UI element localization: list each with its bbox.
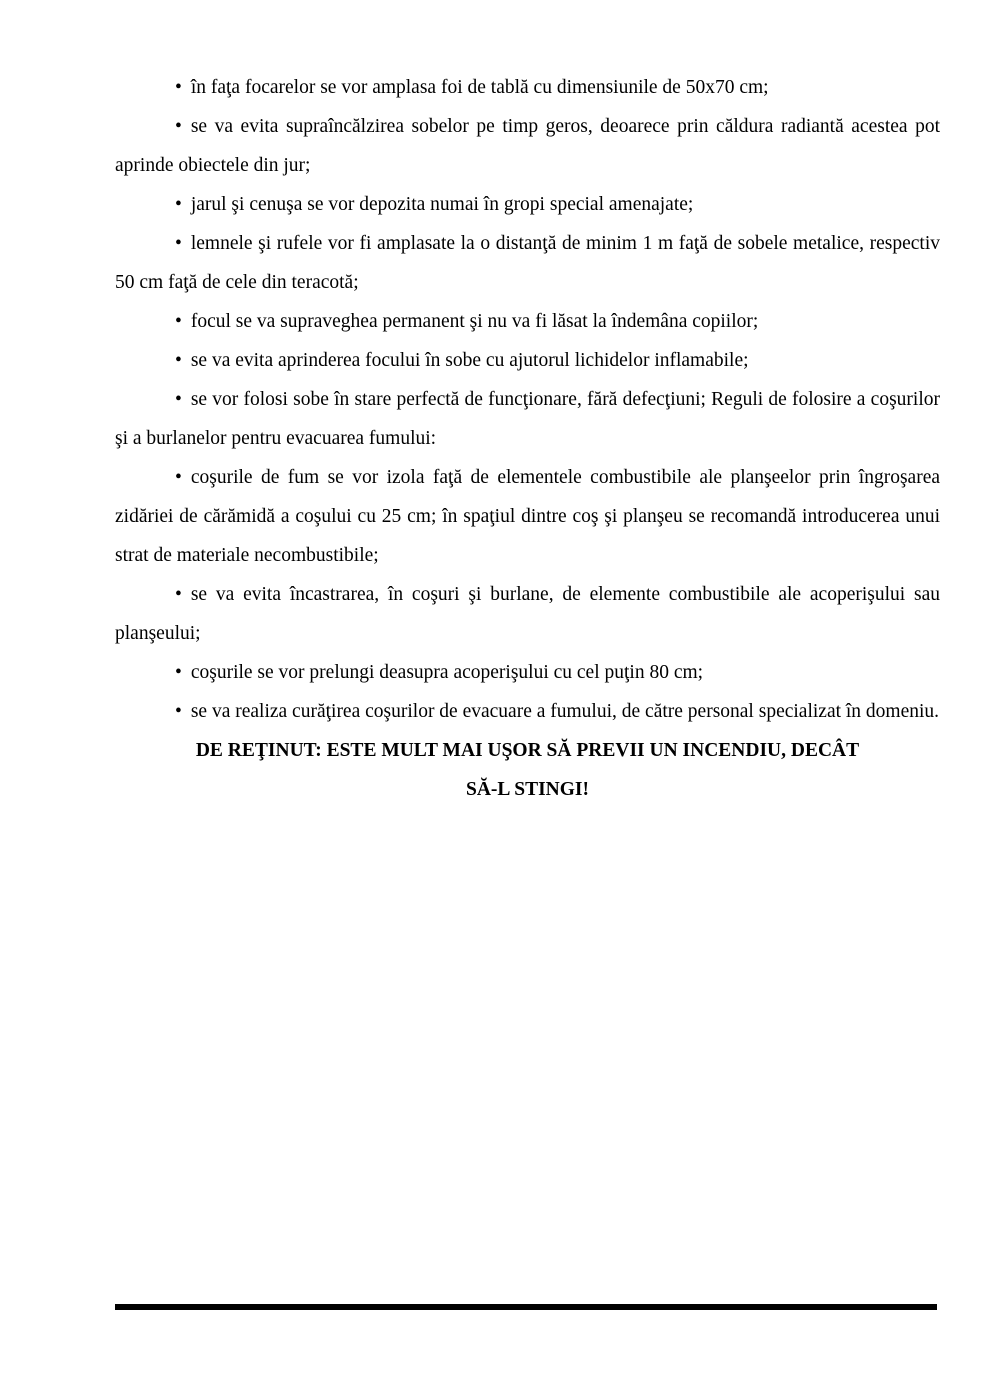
bullet-item-6 xyxy=(115,341,940,380)
footer-rule xyxy=(115,1304,937,1310)
bullet-icon: • xyxy=(175,662,182,683)
bullet-icon: • xyxy=(175,233,182,254)
bullet-text-6: se va evita aprinderea focului în sobe cu ajutorul lichidelor inflamabile; xyxy=(190,350,749,371)
bullet-icon: • xyxy=(175,584,182,605)
bullet-icon: • xyxy=(175,350,182,371)
bullet-text-2: se va evita supraîncălzirea sobelor pe timp geros, deoarece prin căldura radiantă acestea pot aprinde obiectele din jur; xyxy=(115,116,940,176)
bullet-text-1: în faţa focarelor se vor amplasa foi de tablă cu dimensiunile de 50x70 cm; xyxy=(190,77,769,98)
bullet-item-1 xyxy=(115,68,940,107)
bullet-item-2 xyxy=(115,107,940,185)
bullet-text-10: coşurile se vor prelungi deasupra acoperişului cu cel puţin 80 cm; xyxy=(190,662,704,683)
bullet-icon: • xyxy=(175,311,182,332)
bullet-item-7 xyxy=(115,380,940,458)
bullet-item-5 xyxy=(115,302,940,341)
bullet-icon: • xyxy=(175,389,182,410)
bullet-icon: • xyxy=(175,467,182,488)
bullet-icon: • xyxy=(175,701,182,722)
document-heading-line-1: DE REŢINUT: ESTE MULT MAI UŞOR SĂ PREVII UN INCENDIU, DECÂT xyxy=(195,740,860,761)
bullet-text-4: lemnele şi rufele vor fi amplasate la o distanţă de minim 1 m faţă de sobele metalice, respectiv 50 cm faţă de cele din teracotă; xyxy=(115,233,940,293)
bullet-text-5: focul se va supraveghea permanent şi nu va fi lăsat la îndemâna copiilor; xyxy=(190,311,759,332)
bullet-item-8 xyxy=(115,458,940,575)
bullet-item-3 xyxy=(115,185,940,224)
bullet-item-9 xyxy=(115,575,940,653)
bullet-item-11 xyxy=(115,692,940,731)
bullet-icon: • xyxy=(175,77,182,98)
bullet-text-8: coşurile de fum se vor izola faţă de elementele combustibile ale planşeelor prin îngroşarea zidăriei de cărămidă a coşului cu 25 cm; în spaţiul dintre coş şi planşeu se recomandă introducerea unui strat de materiale necombustibile; xyxy=(115,467,940,566)
bullet-text-3: jarul şi cenuşa se vor depozita numai în gropi special amenajate; xyxy=(190,194,694,215)
bullet-text-11: se va realiza curăţirea coşurilor de evacuare a fumului, de către personal specializat în domeniu. xyxy=(190,701,940,722)
document-heading-line-2: SĂ-L STINGI! xyxy=(466,779,589,800)
bullet-text-7: se vor folosi sobe în stare perfectă de funcţionare, fără defecţiuni; Reguli de folosire a coşurilor şi a burlanelor pentru evacuarea fumului: xyxy=(115,389,940,449)
document-body xyxy=(115,68,940,809)
bullet-text-9: se va evita încastrarea, în coşuri şi burlane, de elemente combustibile ale acoperişului sau planşeului; xyxy=(115,584,940,644)
bullet-item-10 xyxy=(115,653,940,692)
bullet-icon: • xyxy=(175,116,182,137)
bullet-icon: • xyxy=(175,194,182,215)
bullet-item-4 xyxy=(115,224,940,302)
